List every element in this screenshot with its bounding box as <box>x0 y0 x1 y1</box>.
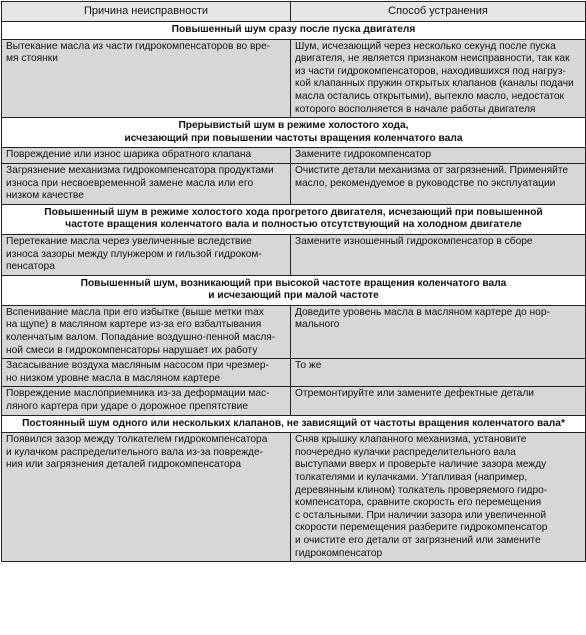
cause-text-line: низком качестве <box>6 190 84 202</box>
cause-text-line: Повреждение или износ шарика обратного клапана <box>6 149 252 161</box>
cause-cell <box>2 433 291 562</box>
cause-cell <box>2 148 291 164</box>
remedy-text-line: и очистите его детали от загрязнений или замените <box>295 534 541 546</box>
section-header-row <box>2 22 586 40</box>
section-title-line: исчезающий при повышении частоты вращения коленчатого вала <box>124 132 463 144</box>
cause-text-line: ляного картера при ударе о дорожное препятствие <box>6 401 249 413</box>
section-title-line: Постоянный шум одного или нескольких клапанов, не зависящий от частоты вращения коленчатого вала* <box>22 417 565 429</box>
section-title-line: и исчезающий при малой частоте <box>208 290 379 302</box>
cause-text-line: мя стоянки <box>6 53 58 65</box>
section-title-line: Повышенный шум сразу после пуска двигателя <box>171 24 416 35</box>
cause-text-line: Перетекание масла через увеличенные вследствие <box>6 235 252 247</box>
table-body <box>2 22 586 562</box>
table-row <box>2 305 586 358</box>
remedy-text-line: Замените изношенный гидрокомпенсатор в сборе <box>295 235 533 247</box>
cause-text-line: Вспенивание масла при его избытке (выше метки max <box>6 306 264 318</box>
section-title-line: Повышенный шум, возникающий при высокой частоте вращения коленчатого вала <box>80 277 507 289</box>
remedy-text-line: Отремонтируйте или замените дефектные детали <box>295 388 534 400</box>
section-title-line: частоте вращения коленчатого вала и полностью отсутствующий на холодном двигателе <box>65 219 522 231</box>
section-title-line: Прерывистый шум в режиме холостого хода, <box>178 120 409 132</box>
remedy-text-line: масла остались открытыми), вытекло масло, недостаток <box>295 90 565 102</box>
cause-text-line: ной смеси в гидрокомпенсаторы нарушает их работу <box>6 344 258 356</box>
cause-cell <box>2 163 291 204</box>
remedy-cell <box>291 39 586 118</box>
table-row <box>2 387 586 415</box>
remedy-text-line: выступами вверх и проверьте наличие зазора между <box>295 459 547 471</box>
remedy-text-line: То же <box>295 360 322 372</box>
cause-cell <box>2 305 291 358</box>
section-header-row <box>2 275 586 305</box>
remedy-text-line: поочередно кулачки распределительного вала <box>295 446 516 458</box>
table-row <box>2 39 586 118</box>
table-row <box>2 148 586 164</box>
section-title <box>2 415 586 433</box>
cause-text-line: но низком уровне масла в масляном картере <box>6 372 221 384</box>
remedy-text-line: мального <box>295 319 340 331</box>
remedy-text-line: Сняв крышку клапанного механизма, установите <box>295 434 527 446</box>
remedy-text-line: двигателя, не является признаком неисправности, так как <box>295 53 570 65</box>
cause-text-line: Вытекание масла из части гидрокомпенсаторов во вре- <box>6 40 271 52</box>
remedy-cell <box>291 148 586 164</box>
cause-text-line: и кулачком распределительного вала из-за поврежде- <box>6 446 264 458</box>
remedy-text-line: деревянным клином) толкатель проверяемого гидро- <box>295 484 548 496</box>
table-row <box>2 163 586 204</box>
section-header-row <box>2 118 586 148</box>
section-title-line: Повышенный шум в режиме холостого хода прогретого двигателя, исчезающий при повышенной <box>44 206 543 218</box>
remedy-text-line: Очистите детали механизма от загрязнений. Применяйте <box>295 164 569 176</box>
remedy-text-line: с остальными. При наличии зазора или увеличенной <box>295 509 547 521</box>
remedy-text-line: из части гидрокомпенсаторов, находившихся под нагруз- <box>295 65 566 77</box>
cause-text-line: износа при несвоевременной замене масла или его <box>6 177 254 189</box>
remedy-text-line: гидрокомпенсатор <box>295 547 383 559</box>
remedy-text-line: толкателями и кулачками. Утапливая (например, <box>295 472 528 483</box>
remedy-text-line: Доведите уровень масла в масляном картере до нор- <box>295 306 550 318</box>
section-title <box>2 204 586 234</box>
cause-text-line: Загрязнение механизма гидрокомпенсатора продуктами <box>6 164 274 176</box>
cause-cell <box>2 234 291 275</box>
cause-text-line: износа зазоры между плунжером и гильзой гидроком- <box>6 248 262 260</box>
section-title <box>2 118 586 148</box>
table-header-row <box>2 2 586 22</box>
cause-column-header: Причина неисправности <box>2 2 291 22</box>
remedy-text-line: кой клапанных пружин открытых клапанов (каналы подачи <box>295 78 574 90</box>
remedy-cell <box>291 433 586 562</box>
section-header-row <box>2 204 586 234</box>
section-title <box>2 275 586 305</box>
remedy-cell <box>291 387 586 415</box>
cause-text-line: Появился зазор между толкателем гидрокомпенсатора <box>6 434 268 446</box>
remedy-text-line: которого восполняется в начале работы двигателя <box>295 103 536 115</box>
remedy-cell <box>291 234 586 275</box>
section-header-row <box>2 415 586 433</box>
remedy-text-line: скорости перемещения разберите гидрокомпенсатор <box>295 522 548 534</box>
cause-text-line: Засасывание воздуха масляным насосом при чрезмер- <box>6 360 269 372</box>
cause-text-line: ния или загрязнения деталей гидрокомпенсатора <box>6 459 242 471</box>
cause-text-line: пенсатора <box>6 261 55 273</box>
section-title <box>2 22 586 40</box>
cause-text-line: Повреждение маслоприемника из-за деформации мас- <box>6 388 270 400</box>
remedy-cell <box>291 163 586 204</box>
remedy-cell <box>291 305 586 358</box>
remedy-text-line: масло, рекомендуемое в руководстве по эксплуатации <box>295 177 556 189</box>
cause-text-line: на щупе) в масляном картере из-за его взбалтывания <box>6 319 262 331</box>
remedy-text-line: Шум, исчезающий через несколько секунд после пуска <box>295 40 556 52</box>
remedy-text-line: компенсатора, сравните скорость его перемещения <box>295 497 542 509</box>
remedy-cell <box>291 359 586 387</box>
remedy-text-line: Замените гидрокомпенсатор <box>295 149 432 161</box>
cause-cell <box>2 359 291 387</box>
cause-text-line: коленчатым валом. Попадание воздушно-пенной масля- <box>6 332 276 344</box>
table-row <box>2 433 586 562</box>
table-row <box>2 359 586 387</box>
table-row <box>2 234 586 275</box>
cause-cell <box>2 39 291 118</box>
cause-cell <box>2 387 291 415</box>
remedy-column-header: Способ устранения <box>291 2 586 22</box>
troubleshooting-table <box>1 1 586 562</box>
